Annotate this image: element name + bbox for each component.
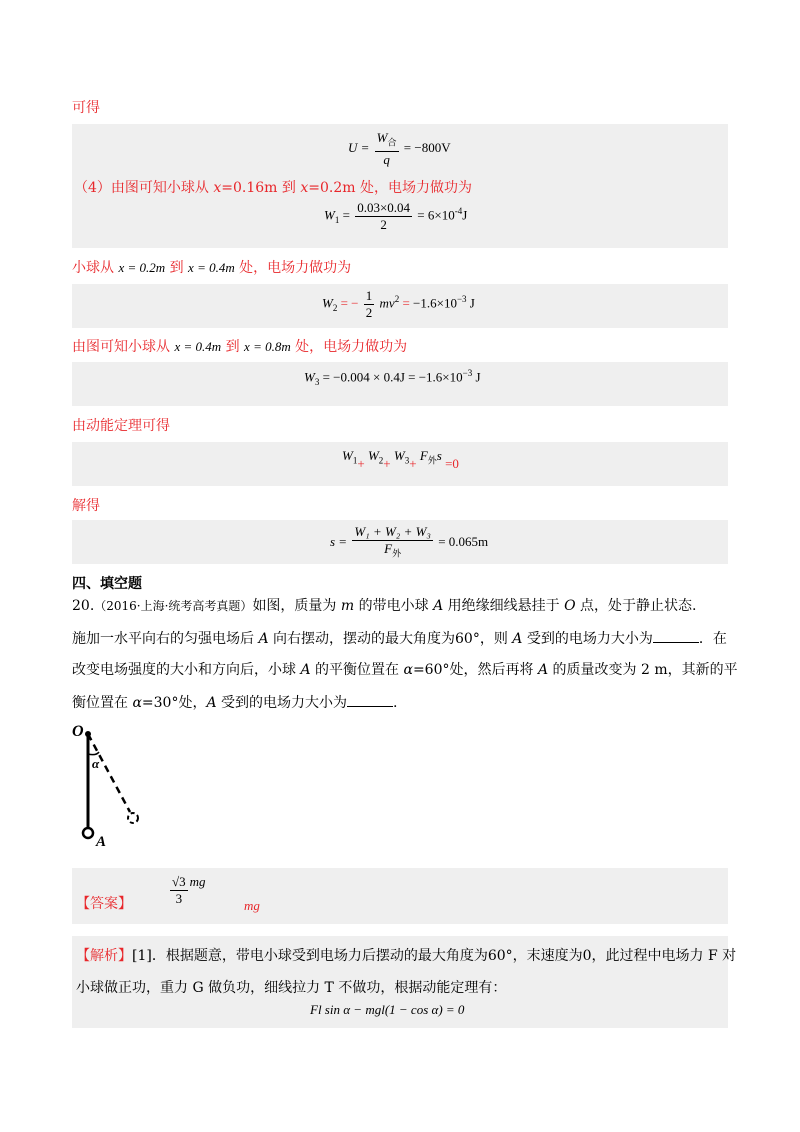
question-line-3: 改变电场强度的大小和方向后，小球 A 的平衡位置在 α=60°处，然后再将 A 的质量改变为 2 m，其新的平 — [72, 662, 738, 678]
text-kede: 可得 — [72, 100, 100, 116]
analysis-equation: Fl sin α − mgl(1 − cos α) = 0 — [310, 1002, 465, 1017]
equation-w2: $W_2$ = − $\frac{1}{2}$ $mv^2 = -1.6\times 10^{-3}$ J — [322, 288, 475, 320]
equation-s: s = $\frac{\text{W₁ + W₂ + W₃}}{F_外}$ = 0.065m — [330, 524, 489, 559]
solution-box-3 — [72, 362, 728, 406]
pendulum-figure — [70, 720, 160, 850]
deflected-string — [88, 734, 130, 812]
analysis-line-1: 【解析】[1]．根据题意，带电小球受到电场力后摆动的最大角度为60°，末速度为0，此过程中电场力 F 对 — [76, 948, 737, 964]
text-step4: （4）由图可知小球从 x=0.16m 到 x=0.2m 处，电场力做功为 — [74, 180, 472, 196]
solution-box-4 — [72, 442, 728, 486]
question-line-1: 20.（2016·上海·统考高考真题）如图，质量为 m 的带电小球 A 用绝缘细线悬挂于 O 点，处于静止状态. — [72, 598, 697, 614]
answer-1: $\frac{√3}{3}$ mg — [172, 874, 206, 906]
question-line-4: 衡位置在 α=30°处，A 受到的电场力大小为 . — [72, 692, 398, 713]
equation-w3: $W_3 = -0.004 \times 0.4J = -1.6\times 10^{-3}$ J — [304, 368, 481, 387]
question-line-2: 施加一水平向右的匀强电场后 A 向右摆动，摆动的最大角度为60°，则 A 受到的电场力大小为 ．在 — [72, 628, 727, 649]
ball-deflected — [128, 813, 138, 823]
equation-sum: $W_1+ W_2+ W_3+ F_外s =0$ — [342, 448, 459, 471]
equation-w1: $W_1$ = $\frac{0.03\times 0.04}{2}$ = $6\times 10^{-4}J$ — [324, 200, 468, 232]
answer-blank-2[interactable] — [347, 692, 393, 707]
answer-box — [72, 868, 728, 924]
equation-u: U = $\frac{W_合}{q}$ = −800V — [348, 130, 451, 167]
analysis-line-2: 小球做正功，重力 G 做负功，细线拉力 T 不做功，根据动能定理有： — [76, 980, 507, 996]
label-o: O — [72, 723, 84, 740]
solution-box-5 — [72, 520, 728, 564]
solution-box-2 — [72, 284, 728, 328]
answer-2: mg — [244, 898, 260, 913]
ball-a — [83, 828, 93, 838]
analysis-box — [72, 936, 737, 1028]
solution-box-1 — [72, 124, 728, 248]
label-a: A — [96, 834, 107, 850]
angle-arc — [88, 752, 99, 755]
label-alpha: α — [92, 756, 100, 771]
answer-blank-1[interactable] — [653, 628, 699, 643]
text-solve: 解得 — [72, 498, 100, 514]
text-energy-theorem: 由动能定理可得 — [72, 418, 170, 434]
section-title: 四、填空题 — [72, 576, 142, 592]
text-w3-intro: 由图可知小球从 x = 0.4m 到 x = 0.8m 处，电场力做功为 — [72, 339, 408, 355]
answer-label: 【答案】 — [76, 896, 132, 912]
text-w2-intro: 小球从 x = 0.2m 到 x = 0.4m 处，电场力做功为 — [72, 260, 352, 276]
